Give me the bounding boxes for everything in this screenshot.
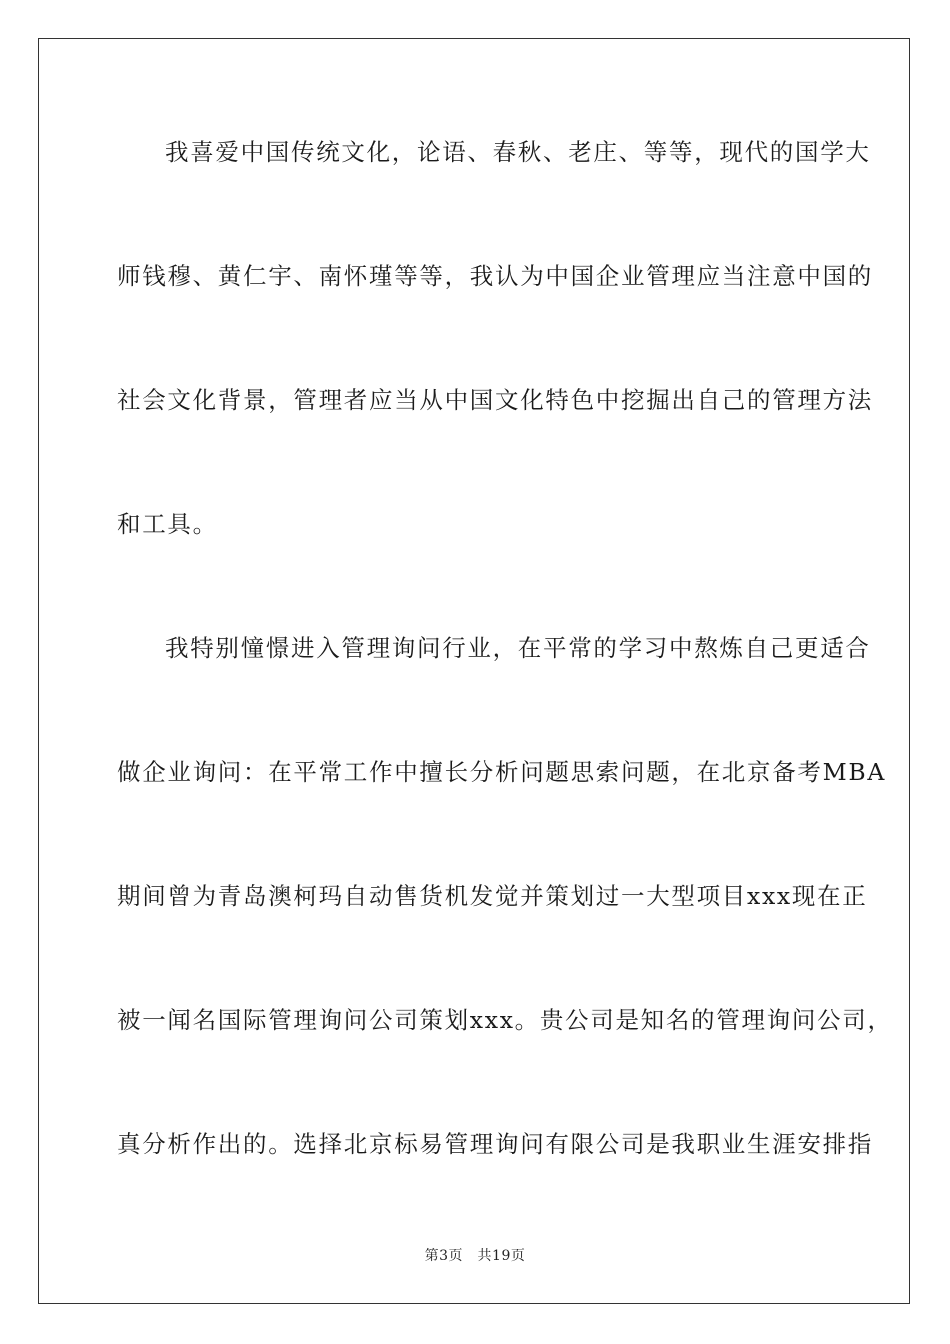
paragraph-line: 我特别憧憬进入管理询问行业，在平常的学习中熬炼自己更适合 — [165, 634, 871, 662]
paragraph-line: 真分析作出的。选择北京标易管理询问有限公司是我职业生涯安排指 — [117, 1130, 873, 1158]
paragraph-line: 和工具。 — [117, 510, 218, 538]
paragraph-line: 社会文化背景，管理者应当从中国文化特色中挖掘出自己的管理方法 — [117, 386, 873, 414]
paragraph-line: 期间曾为青岛澳柯玛自动售货机发觉并策划过一大型项目xxx现在正 — [117, 882, 868, 910]
paragraph-line: 做企业询问：在平常工作中擅长分析问题思索问题，在北京备考MBA — [117, 758, 887, 786]
paragraph-line: 师钱穆、黄仁宇、南怀瑾等等，我认为中国企业管理应当注意中国的 — [117, 262, 873, 290]
page-border — [38, 38, 910, 1304]
paragraph-line: 我喜爱中国传统文化，论语、春秋、老庄、等等，现代的国学大 — [165, 138, 871, 166]
page-number-footer: 第3页 共19页 — [424, 1248, 526, 1264]
paragraph-line: 被一闻名国际管理询问公司策划xxx。贵公司是知名的管理询问公司， — [117, 1006, 893, 1034]
